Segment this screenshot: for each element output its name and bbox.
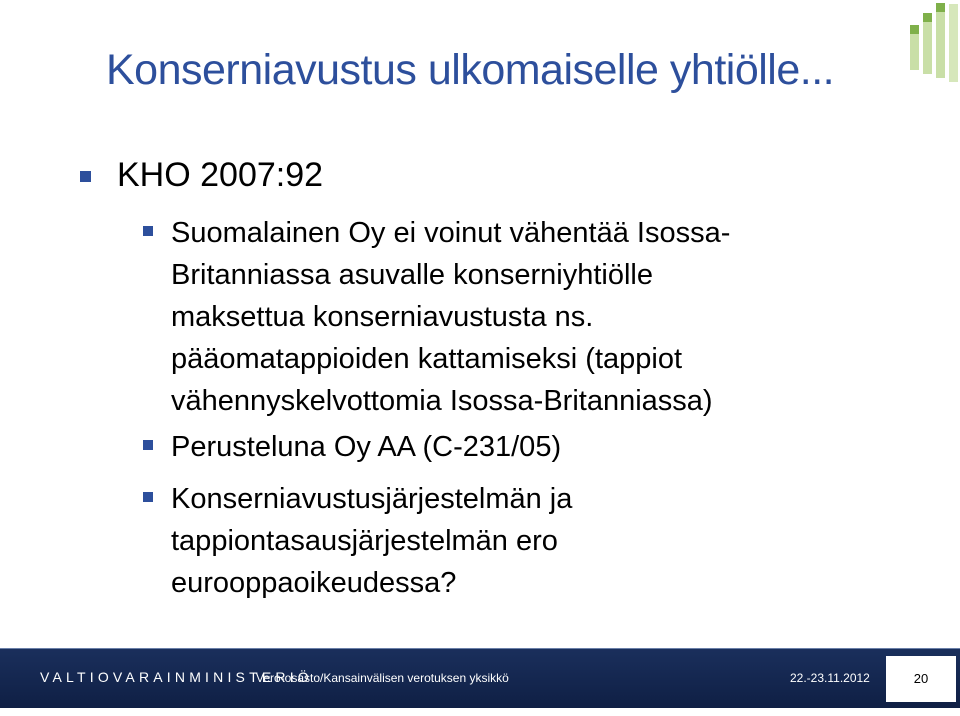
footer-bar	[0, 648, 960, 709]
bullet-square-icon	[143, 440, 153, 450]
department-unit: Vero-osasto/Kansainvälisen verotuksen yksikkö	[256, 671, 509, 685]
bullet-text: KHO 2007:92	[117, 156, 324, 194]
logo-square	[923, 13, 932, 22]
logo-square	[910, 25, 919, 34]
logo-bar	[910, 34, 919, 70]
bullet-square-icon	[143, 226, 153, 236]
page-number: 20	[886, 656, 956, 702]
sub-bullet-text: Konserniavustusjärjestelmän ja tappiontasausjärjestelmän ero eurooppaoikeudessa?	[171, 483, 573, 599]
logo-bar	[949, 4, 958, 82]
bottom-strip	[0, 708, 960, 716]
slide-title: Konserniavustus ulkomaiselle yhtiölle...	[106, 46, 835, 94]
ministry-logo-icon	[906, 4, 960, 84]
logo-bar	[936, 12, 945, 78]
presentation-date: 22.-23.11.2012	[790, 671, 870, 685]
logo-square	[936, 3, 945, 12]
sub-bullet-text: Perusteluna Oy AA (C-231/05)	[171, 431, 562, 463]
sub-bullet-text: Suomalainen Oy ei voinut vähentää Isossa- Britanniassa asuvalle konserniyhtiölle maksettua konserniavustusta ns. pääomatappioiden kattamiseksi (tappiot vähennyskelvottomia Isossa-Britanniassa)	[171, 217, 731, 417]
ministry-name: VALTIOVARAINMINISTERIÖ	[40, 669, 313, 685]
bullet-square-icon	[80, 171, 91, 182]
logo-bar	[923, 22, 932, 74]
bullet-square-icon	[143, 492, 153, 502]
